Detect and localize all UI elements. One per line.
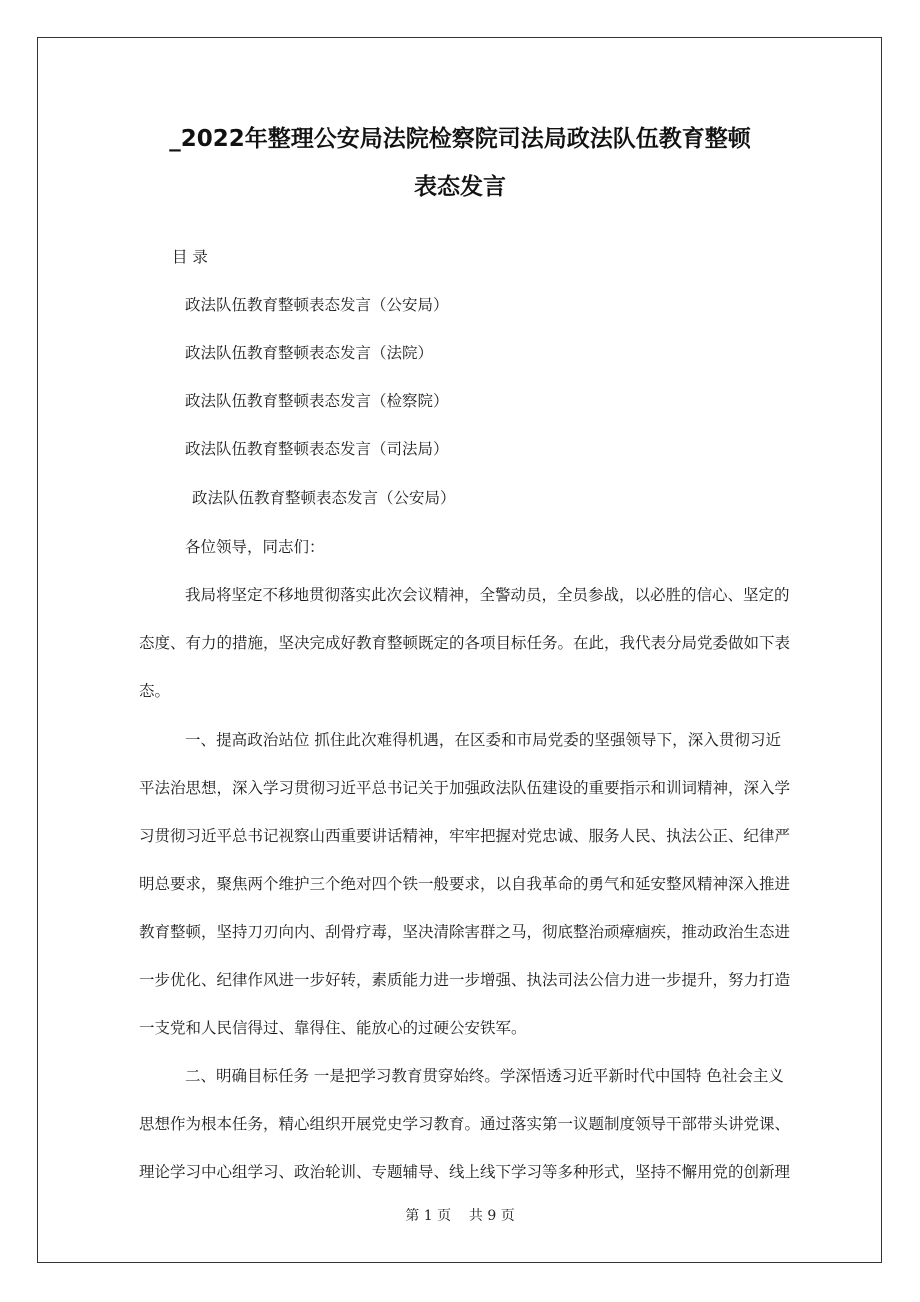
document-title-line-1: _2022年整理公安局法院检察院司法局政法队伍教育整顿	[169, 126, 751, 152]
paragraph-2-line: 习贯彻习近平总书记视察山西重要讲话精神，牢牢把握对党忠诚、服务人民、执法公正、纪律严	[139, 827, 791, 845]
paragraph-1-line: 态。	[139, 682, 171, 700]
toc-item-justice-bureau: 政法队伍教育整顿表态发言（司法局）	[185, 440, 449, 458]
paragraph-3-line: 二、明确目标任务 一是把学习教育贯穿始终。学深悟透习近平新时代中国特 色社会主义	[185, 1067, 784, 1085]
toc-item-procuratorate: 政法队伍教育整顿表态发言（检察院）	[185, 392, 449, 410]
paragraph-1-line: 我局将坚定不移地贯彻落实此次会议精神，全警动员，全员参战，以必胜的信心、坚定的	[185, 586, 790, 604]
page-number: 第 1 页	[405, 1208, 452, 1224]
toc-heading: 目 录	[172, 248, 208, 266]
page-footer	[60, 1206, 860, 1226]
paragraph-3-line: 理论学习中心组学习、政治轮训、专题辅导、线上线下学习等多种形式，坚持不懈用党的创新理	[139, 1163, 791, 1181]
toc-item-police: 政法队伍教育整顿表态发言（公安局）	[185, 296, 449, 314]
paragraph-2-line: 平法治思想，深入学习贯彻习近平总书记关于加强政法队伍建设的重要指示和训词精神，深入学	[139, 779, 791, 797]
paragraph-2-line: 一步优化、纪律作风进一步好转，素质能力进一步增强、执法司法公信力进一步提升，努力打造	[139, 971, 791, 989]
paragraph-1-line: 态度、有力的措施，坚决完成好教育整顿既定的各项目标任务。在此，我代表分局党委做如下表	[139, 634, 791, 652]
paragraph-2-line: 明总要求，聚焦两个维护三个绝对四个铁一般要求，以自我革命的勇气和延安整风精神深入推进	[139, 875, 791, 893]
paragraph-2-line: 教育整顿，坚持刀刃向内、刮骨疗毒，坚决清除害群之马，彻底整治顽瘴痼疾，推动政治生态进	[139, 923, 791, 941]
document-title-line-2: 表态发言	[414, 174, 506, 200]
paragraph-2-line: 一支党和人民信得过、靠得住、能放心的过硬公安铁军。	[139, 1019, 527, 1037]
salutation: 各位领导，同志们：	[185, 538, 325, 556]
paragraph-2-line: 一、提高政治站位 抓住此次难得机遇，在区委和市局党委的坚强领导下，深入贯彻习近	[185, 731, 781, 749]
section-heading: 政法队伍教育整顿表态发言（公安局）	[192, 489, 456, 507]
toc-item-court: 政法队伍教育整顿表态发言（法院）	[185, 344, 434, 362]
page-total: 共 9 页	[468, 1208, 515, 1224]
paragraph-3-line: 思想作为根本任务，精心组织开展党史学习教育。通过落实第一议题制度领导干部带头讲党课、	[139, 1115, 791, 1133]
